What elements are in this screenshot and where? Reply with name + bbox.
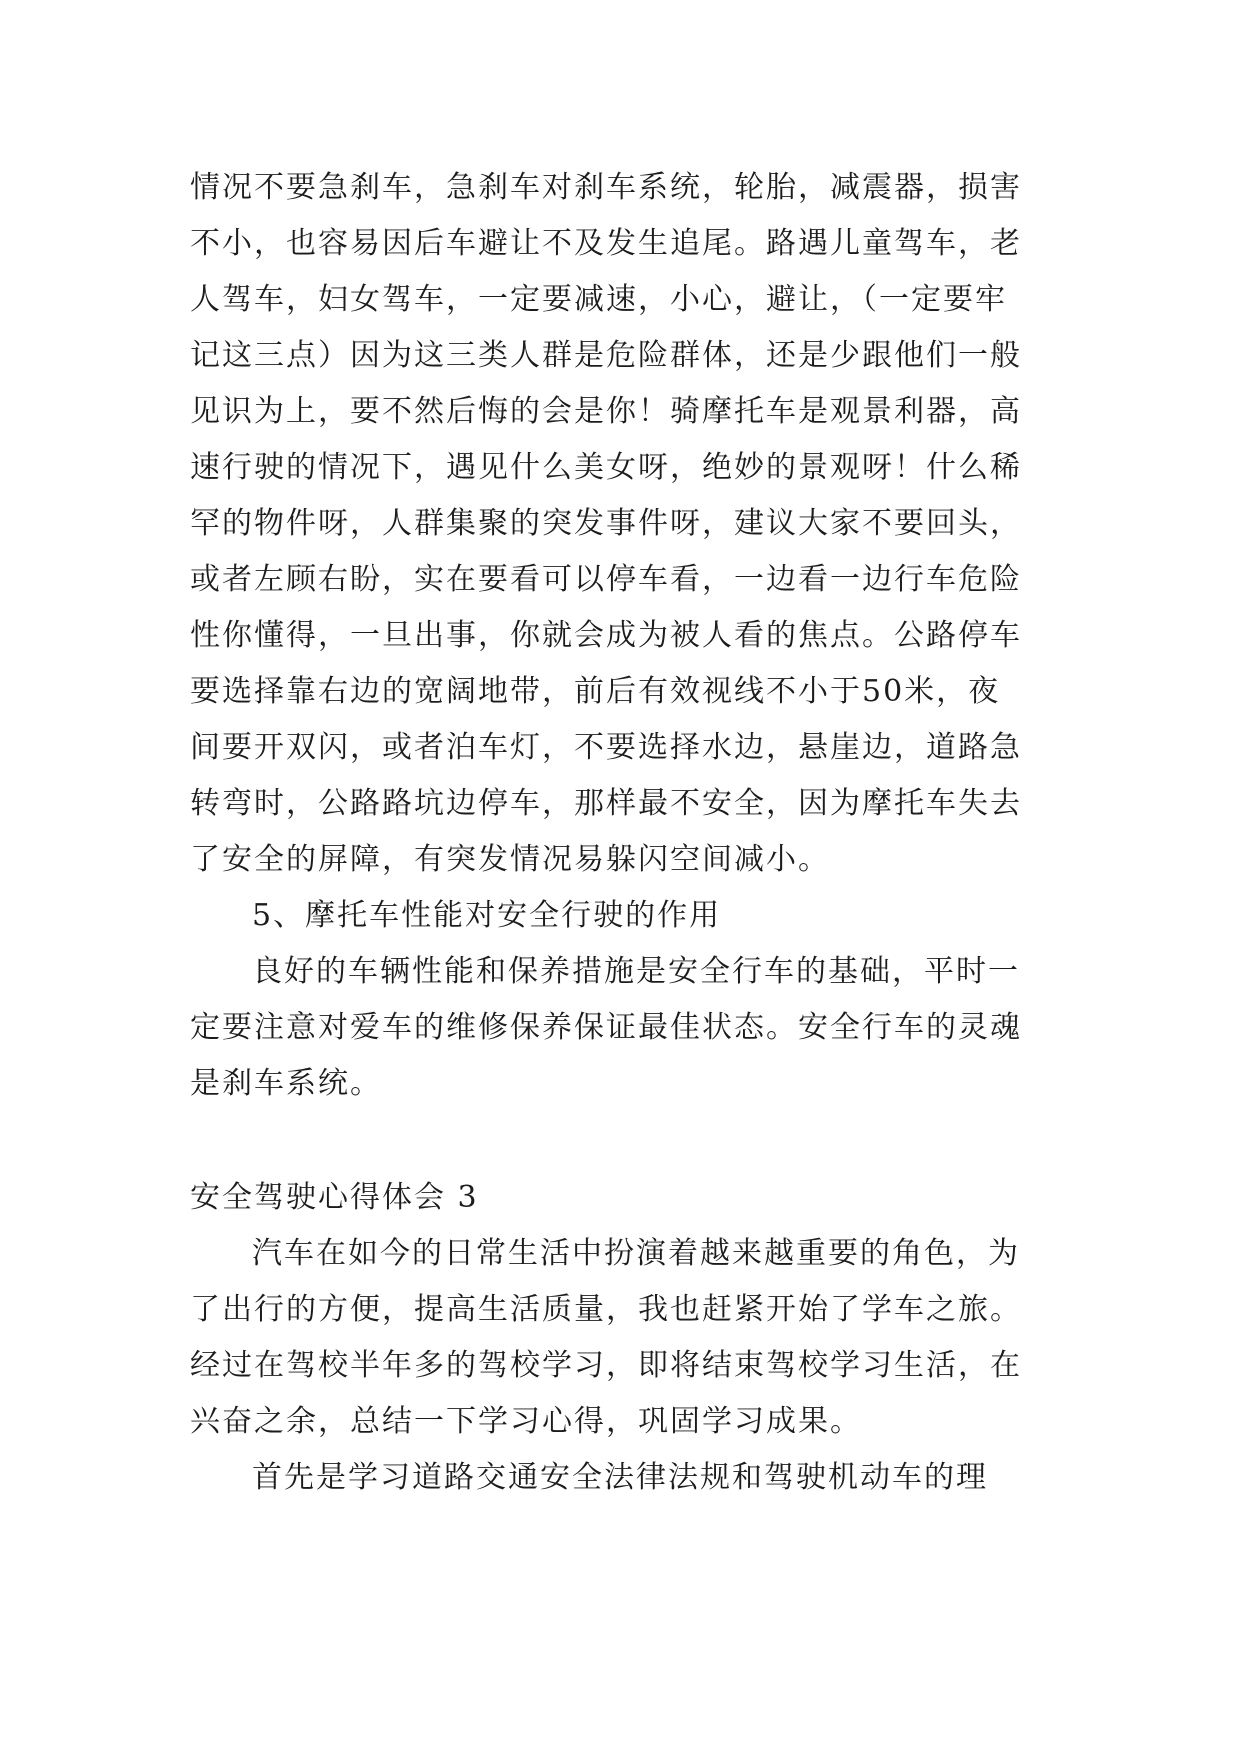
text-line: 汽车在如今的日常生活中扮演着越来越重要的角色，为 [252, 1236, 1020, 1271]
text-line: 性你懂得，一旦出事，你就会成为被人看的焦点。公路停车 [190, 618, 1022, 653]
paragraph-vehicle-performance [190, 944, 1070, 1112]
text-line: 速行驶的情况下，遇见什么美女呀，绝妙的景观呀！什么稀 [190, 450, 1022, 485]
text-line: 见识为上，要不然后悔的会是你！骑摩托车是观景利器，高 [190, 394, 1022, 429]
subheading-5: 5、摩托车性能对安全行驶的作用 [252, 898, 722, 933]
text-line: 了安全的屏障，有突发情况易躲闪空间减小。 [190, 842, 830, 877]
section-spacer [190, 1112, 1070, 1170]
text-line: 人驾车，妇女驾车，一定要减速，小心，避让，（一定要牢 [190, 282, 1007, 317]
text-line: 或者左顾右盼，实在要看可以停车看，一边看一边行车危险 [190, 562, 1022, 597]
text-line: 是刹车系统。 [190, 1066, 382, 1101]
section-title: 安全驾驶心得体会 3 [190, 1180, 479, 1215]
text-line: 转弯时，公路路坑边停车，那样最不安全，因为摩托车失去 [190, 786, 1022, 821]
text-line: 不小，也容易因后车避让不及发生追尾。路遇儿童驾车，老 [190, 226, 1022, 261]
text-line: 定要注意对爱车的维修保养保证最佳状态。安全行车的灵魂 [190, 1010, 1022, 1045]
text-line: 兴奋之余，总结一下学习心得，巩固学习成果。 [190, 1404, 862, 1439]
document-body [190, 160, 1070, 1506]
paragraph-first [190, 1450, 1070, 1506]
text-line: 了出行的方便，提高生活质量，我也赶紧开始了学车之旅。 [190, 1292, 1022, 1327]
text-line: 首先是学习道路交通安全法律法规和驾驶机动车的理 [252, 1460, 988, 1495]
text-line: 间要开双闪，或者泊车灯，不要选择水边，悬崖边，道路急 [190, 730, 1022, 765]
text-line: 要选择靠右边的宽阔地带，前后有效视线不小于50米，夜 [190, 674, 1001, 709]
text-line: 良好的车辆性能和保养措施是安全行车的基础，平时一 [252, 954, 1020, 989]
paragraph-continued [190, 160, 1070, 888]
text-line: 罕的物件呀，人群集聚的突发事件呀，建议大家不要回头， [190, 506, 1022, 541]
text-line: 记这三点）因为这三类人群是危险群体，还是少跟他们一般 [190, 338, 1022, 373]
text-line: 情况不要急刹车，急刹车对刹车系统，轮胎，减震器，损害 [190, 170, 1022, 205]
text-line: 经过在驾校半年多的驾校学习，即将结束驾校学习生活，在 [190, 1348, 1022, 1383]
paragraph-intro [190, 1226, 1070, 1450]
